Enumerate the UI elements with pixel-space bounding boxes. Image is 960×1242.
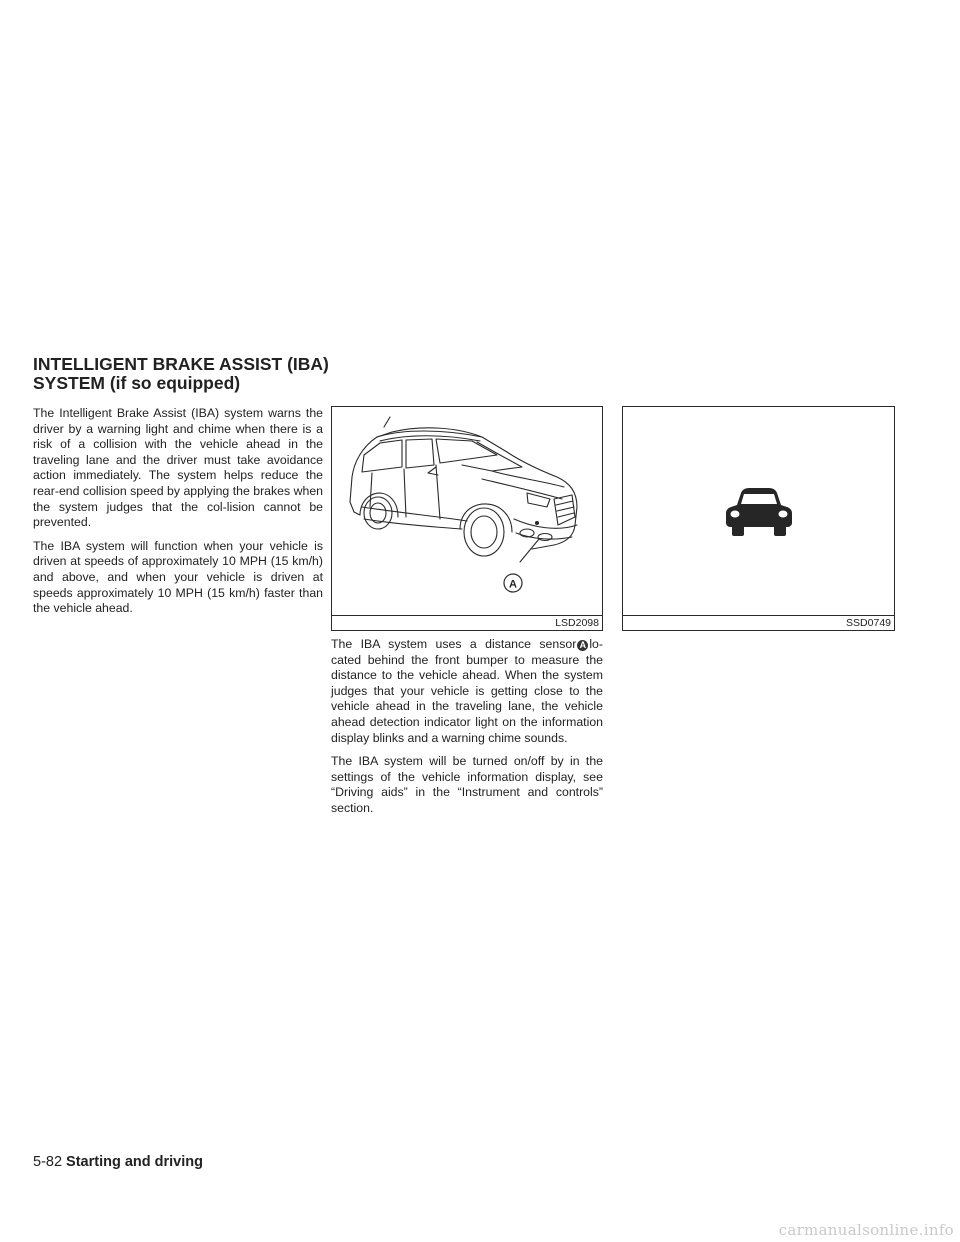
section-heading [33,355,363,393]
sensor-text-rest: lo-cated behind the front bumper to measure the distance to the vehicle ahead. When the system judges that your vehicle is getting close to the vehicle ahead in the traveling lane, the vehicle ahead detection indicator light on the information display blinks and a warning chime sounds. [331,637,603,745]
paragraph-intro: The Intelligent Brake Assist (IBA) system warns the driver by a warning light and chime when there is a risk of a collision with the vehicle ahead in the traveling lane and the driver must take avoidance action immediately. The system helps reduce the rear-end collision speed by applying the brakes when the system judges that the col-lision cannot be prevented. [33,406,323,530]
figure-indicator-light [622,406,895,631]
paragraph-speed: The IBA system will function when your vehicle is driven at speeds of approximately 10 MPH (15 km/h) and above, and when your vehicle is driven at speeds approximately 10 MPH (15 km/h) faster than the vehicle ahead. [33,538,323,616]
callout-a-marker: A [577,640,588,651]
figure-vehicle-sensor [331,406,603,631]
vehicle-illustration [332,407,602,615]
figure-caption-rule [332,615,602,616]
middle-text-column [331,637,603,825]
sensor-text-start: The IBA system uses a distance sensor [331,637,577,651]
heading-line-1: INTELLIGENT BRAKE ASSIST (IBA) [33,354,329,374]
watermark-text: carmanualsonline.info [778,1221,954,1239]
figure-caption-rule [623,615,894,616]
page-number: 5-82 [33,1154,63,1170]
footer-section-title: Starting and driving [66,1154,203,1170]
paragraph-sensor [331,637,603,746]
page-footer [33,1154,203,1170]
figure-code: LSD2098 [555,617,599,629]
figure-code: SSD0749 [846,617,891,629]
paragraph-settings: The IBA system will be turned on/off by in the settings of the vehicle information display, see “Driving aids” in the “Instrument and controls” section. [331,754,603,815]
left-text-column [33,406,323,625]
callout-a-label: A [509,578,517,591]
heading-line-2: SYSTEM (if so equipped) [33,373,241,393]
vehicle-ahead-indicator-icon [724,487,794,537]
